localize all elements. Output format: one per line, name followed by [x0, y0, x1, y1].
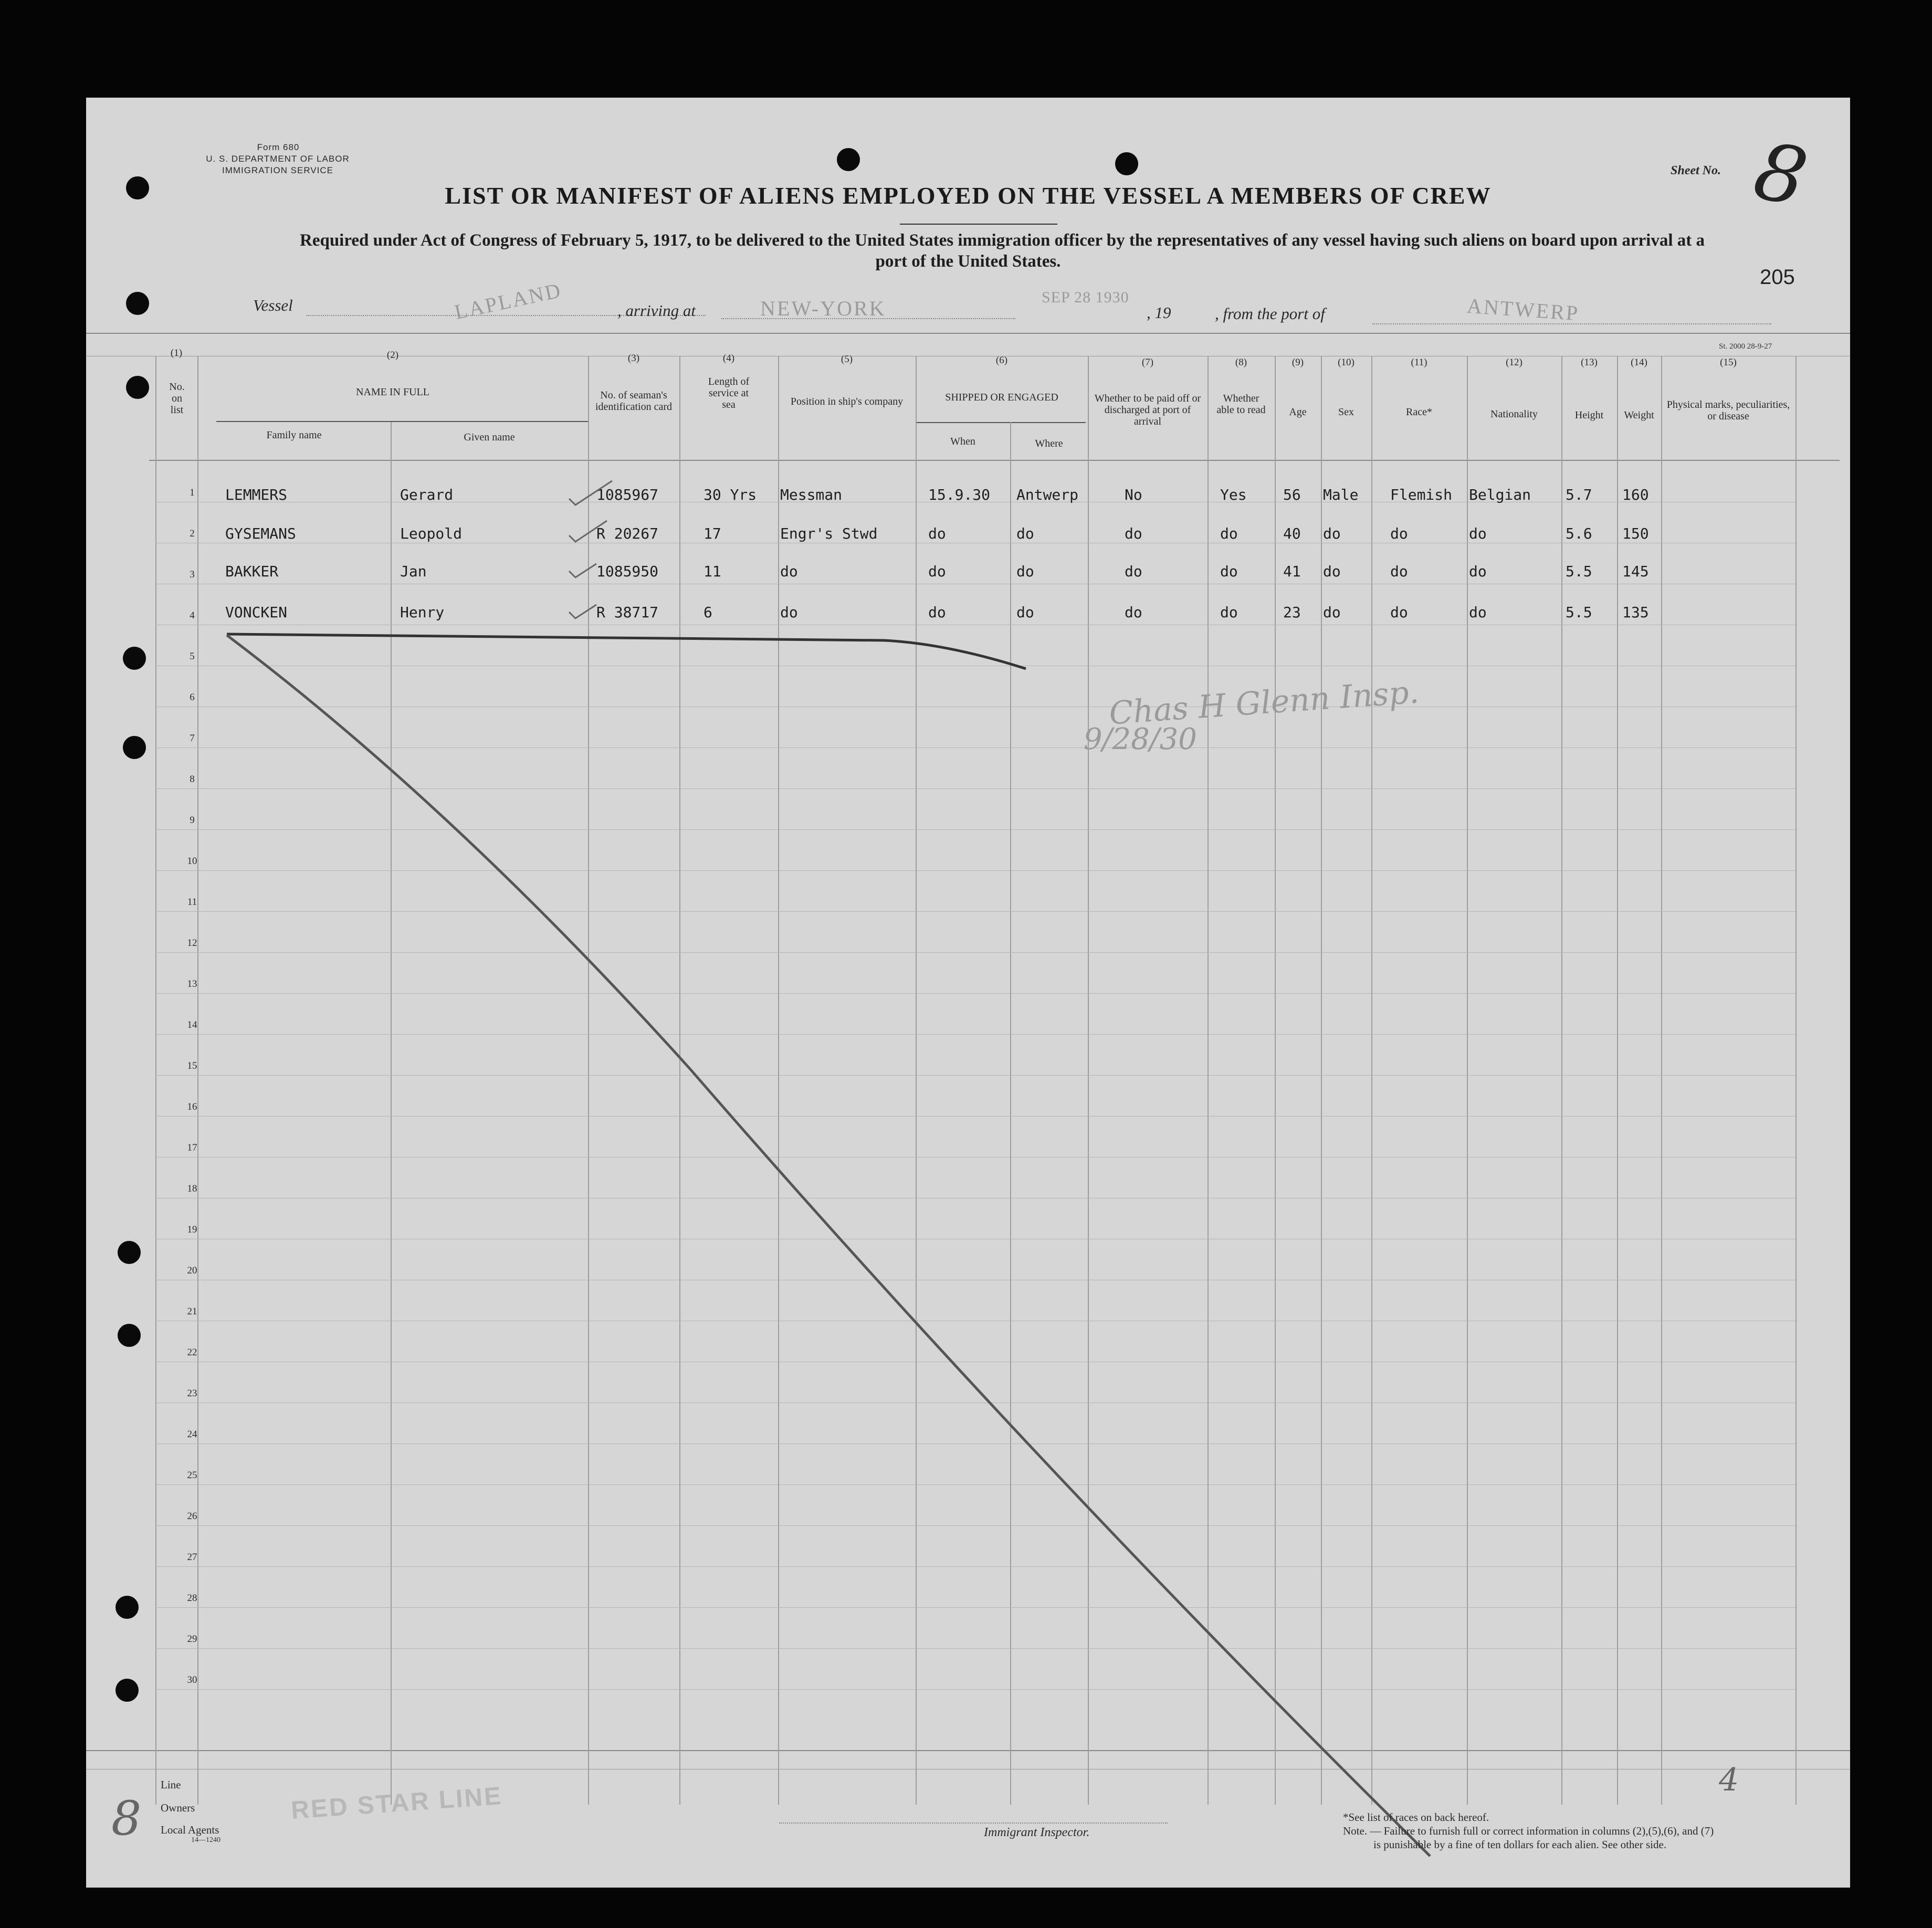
weight-cell: 135 — [1622, 604, 1649, 621]
page-number: 205 — [1760, 266, 1795, 289]
family-name-cell: BAKKER — [225, 563, 279, 580]
column-number: (1) — [170, 347, 183, 359]
agents-code: 14—1240 — [191, 1836, 220, 1844]
able-to-read-cell: do — [1220, 563, 1238, 580]
age-cell: 56 — [1283, 486, 1301, 503]
column-number: (13) — [1581, 357, 1598, 368]
column-head-height: Height — [1574, 409, 1604, 421]
height-cell: 5.5 — [1566, 563, 1592, 580]
row-number: 18 — [187, 1183, 197, 1194]
shipped-when-cell: do — [928, 563, 946, 580]
column-head-name-in-full: NAME IN FULL — [356, 386, 429, 398]
row-number: 12 — [187, 937, 197, 949]
sheet-label: Sheet No. — [1671, 164, 1721, 177]
row-number: 7 — [190, 733, 195, 744]
column-number: (4) — [722, 353, 735, 364]
race-note: *See list of races on back hereof. — [1343, 1811, 1489, 1824]
given-name-cell: Henry — [400, 604, 445, 621]
subtitle-line-1: Required under Act of Congress of February 5, 1917, to be delivered to the United States immigration officer by the representatives of any vessel having such aliens on board upon arrival at a — [300, 231, 1705, 250]
service-length-cell: 11 — [704, 563, 721, 580]
row-number: 14 — [187, 1019, 197, 1030]
inspector-initials-line-1: Chas H Glenn Insp. — [1108, 673, 1420, 732]
column-head-given-name: Given name — [464, 431, 515, 443]
row-number: 11 — [187, 897, 197, 908]
column-number: (9) — [1292, 357, 1304, 368]
from-port-stamp: ANTWERP — [1466, 293, 1580, 325]
family-name-cell: VONCKEN — [225, 604, 288, 621]
row-number: 29 — [187, 1634, 197, 1645]
column-head-nationality: Nationality — [1490, 408, 1538, 420]
row-number: 24 — [187, 1429, 197, 1440]
column-head-id-card: No. of seaman's identification card — [595, 389, 673, 413]
id-card-cell: 1085967 — [596, 486, 659, 503]
service-length-cell: 30 Yrs — [704, 486, 757, 503]
column-head-race: Race* — [1406, 406, 1432, 418]
page-title: LIST OR MANIFEST OF ALIENS EMPLOYED ON THE VESSEL A MEMBERS OF CREW — [445, 182, 1492, 209]
row-number: 3 — [190, 569, 195, 580]
column-number: (5) — [841, 354, 853, 365]
sex-cell: do — [1323, 563, 1341, 580]
nationality-cell: do — [1469, 604, 1487, 621]
column-number: (7) — [1141, 357, 1154, 368]
column-number: (12) — [1506, 357, 1522, 368]
row-number: 19 — [187, 1224, 197, 1235]
nationality-cell: do — [1469, 525, 1487, 542]
column-head-physical-marks: Physical marks, peculiarities, or disease — [1666, 399, 1790, 422]
owners-label: Owners — [161, 1801, 195, 1814]
column-head-position: Position in ship's company — [790, 396, 904, 407]
row-number: 22 — [187, 1347, 197, 1358]
sex-cell: Male — [1323, 486, 1359, 503]
row-number: 30 — [187, 1674, 197, 1685]
year-label: , 19 — [1147, 303, 1171, 322]
nationality-cell: do — [1469, 563, 1487, 580]
row-number: 2 — [190, 528, 195, 539]
sex-cell: do — [1323, 525, 1341, 542]
row-number: 20 — [187, 1265, 197, 1276]
local-agents-label: Local Agents — [161, 1824, 219, 1836]
height-cell: 5.6 — [1566, 525, 1592, 542]
column-number: (2) — [386, 350, 399, 361]
pencil-check-marks — [86, 98, 1850, 1888]
position-cell: do — [780, 604, 798, 621]
handwritten-left-number: 8 — [111, 1791, 142, 1846]
column-number: (8) — [1235, 357, 1247, 368]
position-cell: Engr's Stwd — [780, 525, 878, 542]
row-number: 13 — [187, 978, 197, 989]
row-number: 5 — [190, 651, 195, 662]
sex-cell: do — [1323, 604, 1341, 621]
sheet-number: 8 — [1746, 124, 1815, 225]
column-head-sex: Sex — [1338, 406, 1354, 418]
arriving-port-stamp: NEW-YORK — [760, 297, 886, 320]
line-label: Line — [161, 1778, 181, 1791]
column-number: (6) — [995, 355, 1008, 366]
check-mark — [569, 481, 612, 505]
row-number: 15 — [187, 1060, 197, 1071]
check-mark — [569, 564, 596, 577]
penalty-note-line-1: Note. — Failure to furnish full or correct information in columns (2),(5),(6), and (7) — [1343, 1825, 1714, 1837]
vessel-label: Vessel — [253, 296, 293, 314]
date-stamp: SEP 28 1930 — [1042, 289, 1129, 306]
given-name-cell: Leopold — [400, 525, 463, 542]
column-number: (14) — [1631, 357, 1647, 368]
race-cell: do — [1390, 563, 1408, 580]
service-name: IMMIGRATION SERVICE — [222, 165, 333, 175]
height-cell: 5.7 — [1566, 486, 1592, 503]
column-head-service: Length of service at sea — [708, 376, 750, 410]
able-to-read-cell: do — [1220, 604, 1238, 621]
shipped-when-cell: do — [928, 525, 946, 542]
nationality-cell: Belgian — [1469, 486, 1531, 503]
age-cell: 23 — [1283, 604, 1301, 621]
height-cell: 5.5 — [1566, 604, 1592, 621]
race-cell: do — [1390, 525, 1408, 542]
row-number: 25 — [187, 1470, 197, 1481]
check-mark — [569, 521, 607, 542]
subtitle-line-2: port of the United States. — [875, 252, 1061, 271]
check-mark — [569, 605, 596, 618]
id-card-cell: R 20267 — [596, 525, 659, 542]
form-number: Form 680 — [257, 142, 300, 152]
strike-line-diagonal — [227, 635, 1430, 1856]
column-head-age: Age — [1289, 406, 1307, 418]
column-head-weight: Weight — [1624, 409, 1654, 421]
paid-off-cell: do — [1125, 525, 1142, 542]
shipped-where-cell: do — [1016, 563, 1034, 580]
row-number: 17 — [187, 1142, 197, 1153]
age-cell: 40 — [1283, 525, 1301, 542]
paid-off-cell: No — [1125, 486, 1142, 503]
shipped-when-cell: 15.9.30 — [928, 486, 991, 503]
given-name-cell: Gerard — [400, 486, 454, 503]
column-number: (10) — [1338, 357, 1354, 368]
column-head-shipped: SHIPPED OR ENGAGED — [945, 392, 1058, 403]
column-head-read: Whether able to read — [1216, 393, 1266, 416]
shipped-when-cell: do — [928, 604, 946, 621]
row-number: 6 — [190, 692, 195, 703]
row-number: 4 — [190, 610, 195, 621]
weight-cell: 150 — [1622, 525, 1649, 542]
family-name-cell: LEMMERS — [225, 486, 288, 503]
paid-off-cell: do — [1125, 604, 1142, 621]
shipped-where-cell: do — [1016, 604, 1034, 621]
row-number: 23 — [187, 1388, 197, 1399]
shipping-line-stamp: RED STAR LINE — [290, 1782, 503, 1825]
print-code: St. 2000 28-9-27 — [1719, 342, 1772, 351]
column-head-family-name: Family name — [266, 429, 322, 441]
row-number: 8 — [190, 774, 195, 785]
weight-cell: 145 — [1622, 563, 1649, 580]
row-number: 28 — [187, 1593, 197, 1604]
id-card-cell: R 38717 — [596, 604, 659, 621]
from-port-label: , from the port of — [1215, 304, 1325, 323]
row-number: 16 — [187, 1101, 197, 1112]
shipped-where-cell: do — [1016, 525, 1034, 542]
age-cell: 41 — [1283, 563, 1301, 580]
row-number: 27 — [187, 1552, 197, 1563]
row-number: 1 — [190, 487, 195, 498]
position-cell: do — [780, 563, 798, 580]
race-cell: Flemish — [1390, 486, 1453, 503]
able-to-read-cell: do — [1220, 525, 1238, 542]
immigrant-inspector-label: Immigrant Inspector. — [984, 1826, 1090, 1839]
race-cell: do — [1390, 604, 1408, 621]
penalty-note-line-2: is punishable by a fine of ten dollars for each alien. See other side. — [1373, 1838, 1667, 1851]
row-number: 21 — [187, 1306, 197, 1317]
position-cell: Messman — [780, 486, 843, 503]
column-number: (11) — [1411, 357, 1427, 368]
able-to-read-cell: Yes — [1220, 486, 1247, 503]
inspector-signature-rule — [779, 1822, 1168, 1824]
column-head-when: When — [950, 436, 975, 447]
department-name: U. S. DEPARTMENT OF LABOR — [206, 154, 350, 164]
service-length-cell: 6 — [704, 604, 712, 621]
column-number: (3) — [627, 353, 640, 364]
row-number: 9 — [190, 815, 195, 826]
manifest-sheet — [86, 98, 1850, 1888]
row-number: 10 — [187, 856, 197, 867]
family-name-cell: GYSEMANS — [225, 525, 296, 542]
shipped-where-cell: Antwerp — [1016, 486, 1079, 503]
weight-cell: 160 — [1622, 486, 1649, 503]
column-number: (15) — [1720, 357, 1737, 368]
service-length-cell: 17 — [704, 525, 721, 542]
column-head-where: Where — [1035, 438, 1063, 449]
column-head-no-on-list: No. on list — [169, 381, 185, 416]
arriving-label: , arriving at — [617, 301, 696, 320]
paid-off-cell: do — [1125, 563, 1142, 580]
strike-line-horizontal — [227, 634, 1026, 669]
inspector-initials-line-2: 9/28/30 — [1084, 722, 1197, 756]
given-name-cell: Jan — [400, 563, 427, 580]
id-card-cell: 1085950 — [596, 563, 659, 580]
vessel-name-stamp: LAPLAND — [452, 278, 564, 324]
handwritten-right-number: 4 — [1719, 1762, 1739, 1798]
column-head-paid-off: Whether to be paid off or discharged at port of arrival — [1094, 393, 1201, 427]
row-number: 26 — [187, 1511, 197, 1522]
